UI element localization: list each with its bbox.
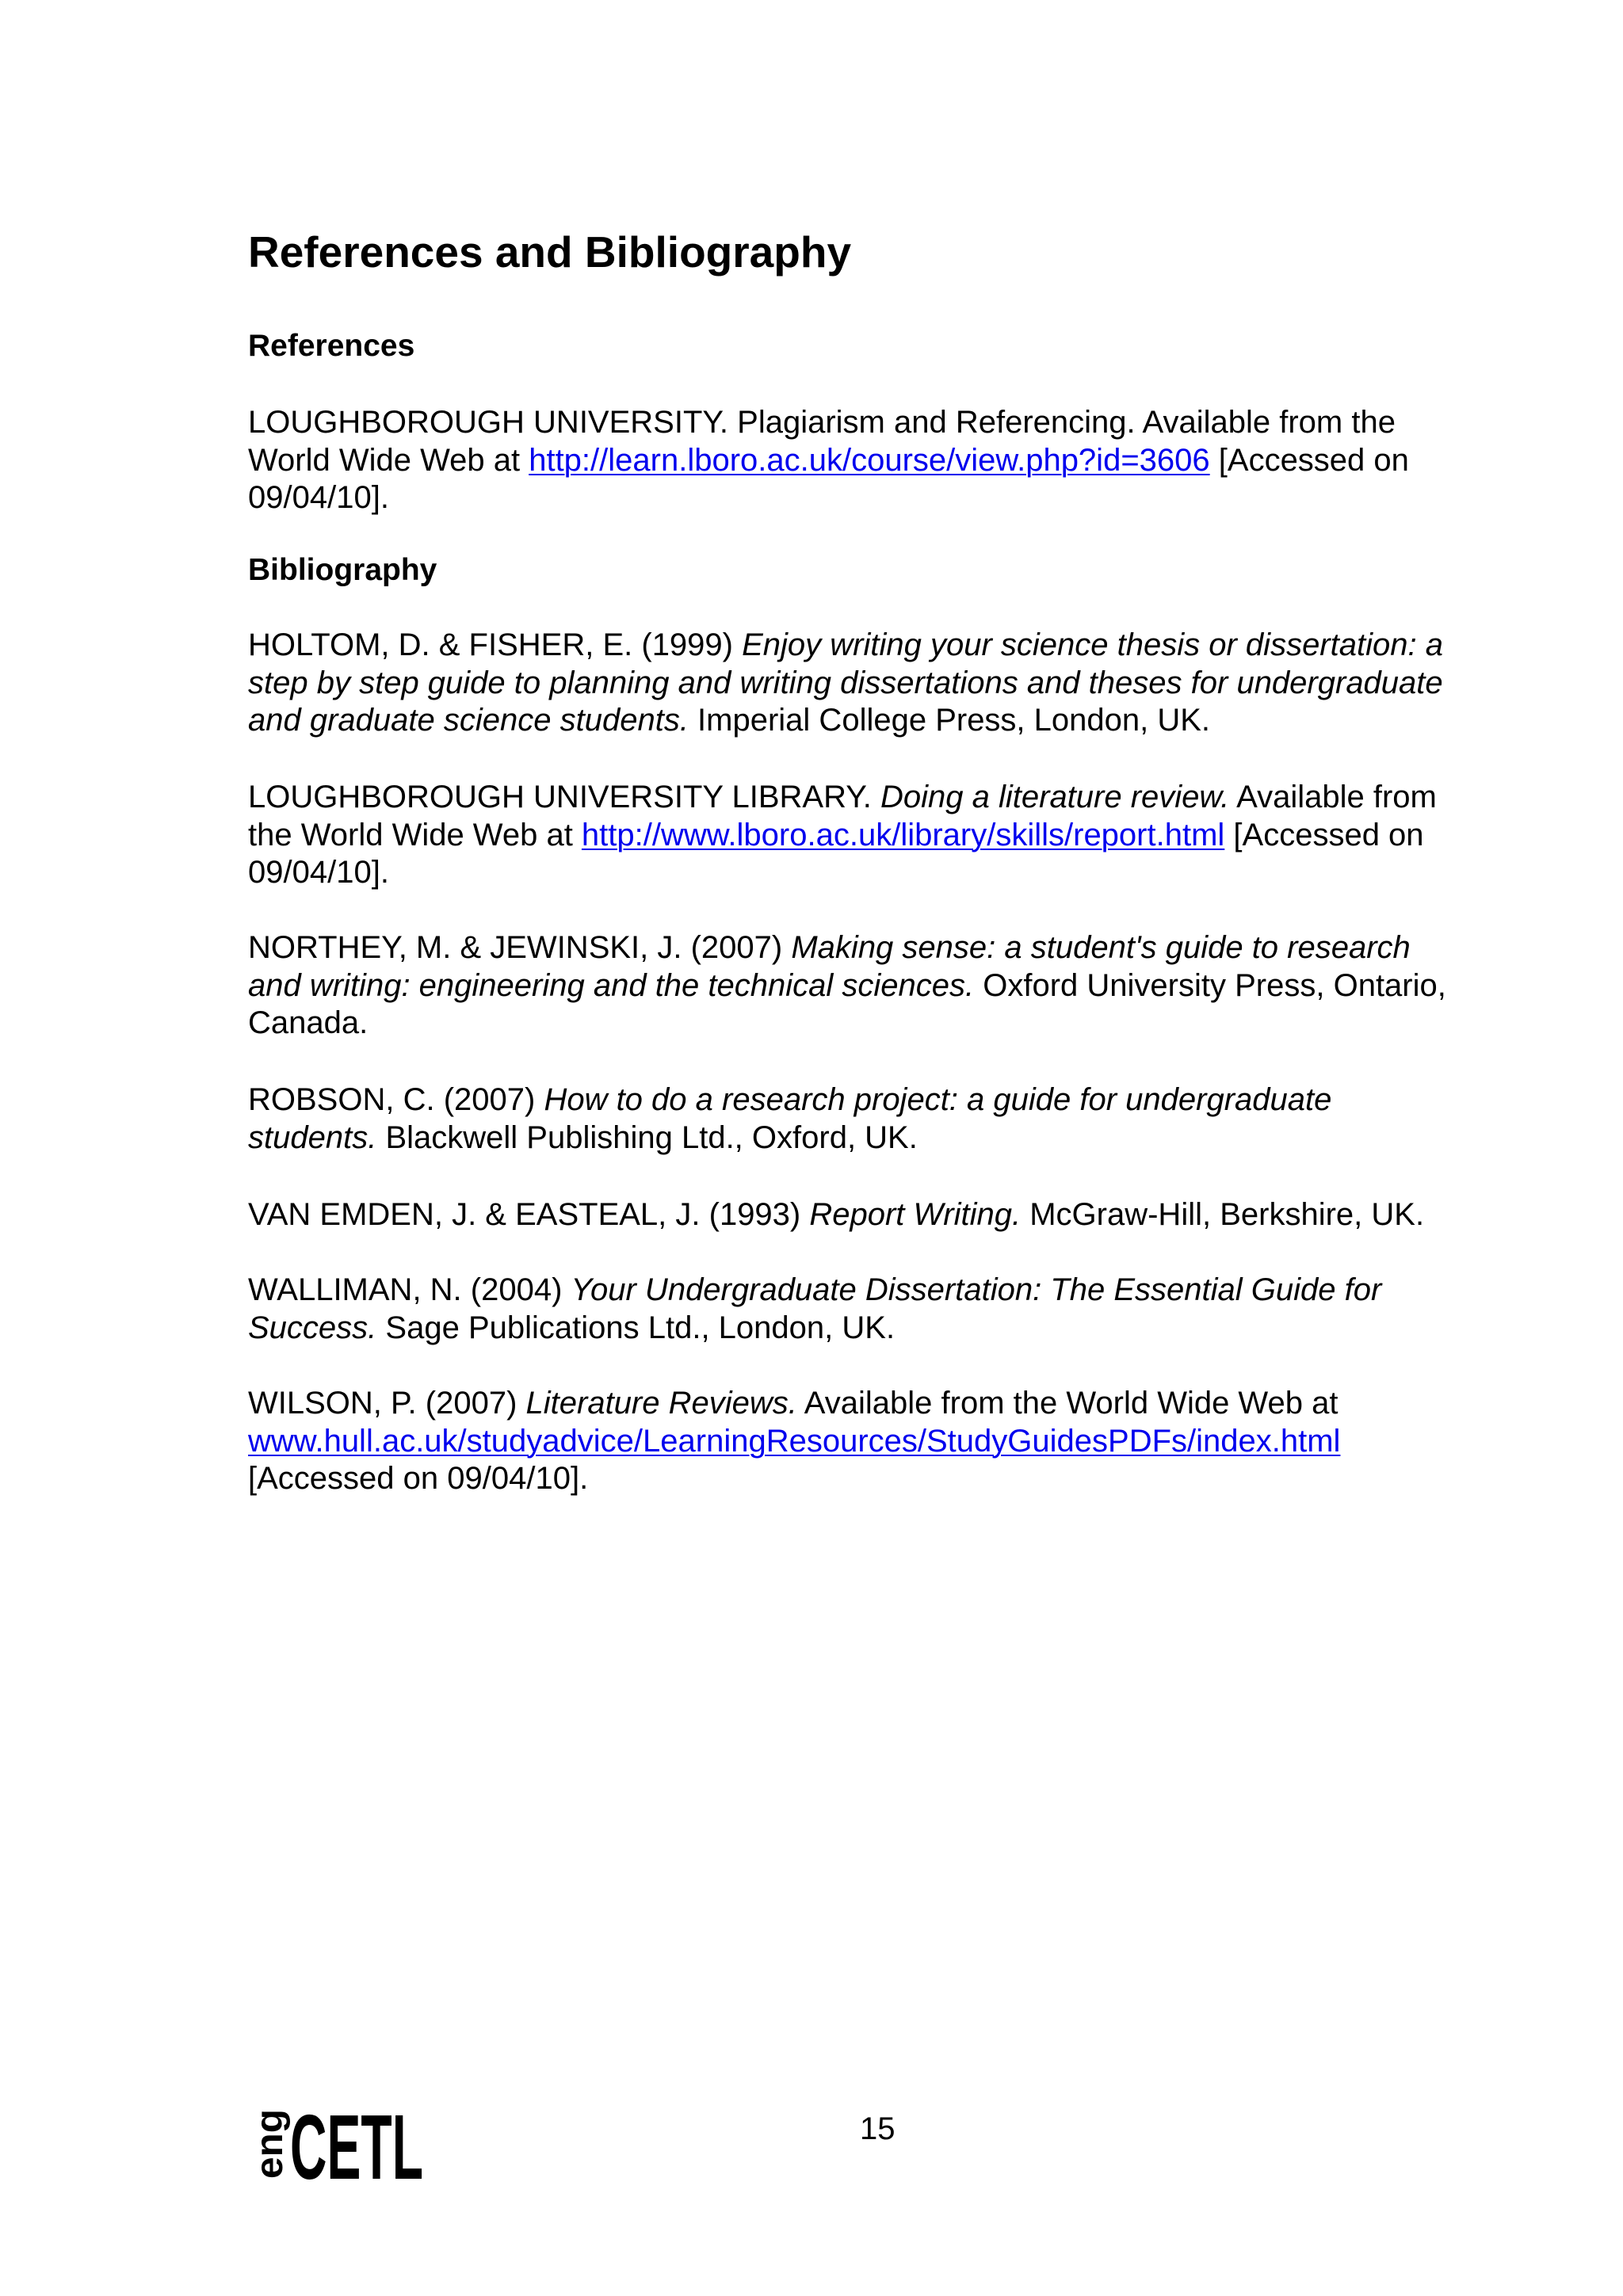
bibliography-heading: Bibliography (248, 553, 437, 587)
page-number: 15 (860, 2111, 896, 2146)
title-text: and graduate science students. (248, 703, 689, 738)
title-text: students. (248, 1119, 377, 1155)
bibliography-entry (248, 929, 1446, 1043)
citation-text: World Wide Web at (248, 442, 529, 478)
entry-line (248, 627, 1443, 665)
citation-text: 09/04/10]. (248, 855, 389, 891)
title-text: step by step guide to planning and writing dissertations and theses for undergraduate (248, 665, 1443, 700)
citation-text: Oxford University Press, Ontario, (974, 967, 1446, 1003)
entry-line (248, 479, 1409, 517)
title-text: Enjoy writing your science thesis or dissertation: a (742, 627, 1443, 662)
citation-text: LOUGHBOROUGH UNIVERSITY LIBRARY. (248, 780, 880, 814)
title-text: How to do a research project: a guide for undergraduate (544, 1082, 1332, 1117)
entry-line (248, 817, 1437, 855)
title-text: Doing a literature review. (880, 780, 1230, 814)
citation-text: Canada. (248, 1005, 369, 1041)
citation-text: 09/04/10]. (248, 480, 389, 516)
logo-cetl-text: CETL (290, 2096, 423, 2199)
bibliography-entry (248, 1385, 1340, 1498)
url-link[interactable]: http://learn.lboro.ac.uk/course/view.php?id=3606 (529, 442, 1210, 478)
citation-text: Imperial College Press, London, UK. (688, 703, 1211, 738)
logo-eng-text: eng (249, 2111, 291, 2179)
title-text: Success. (248, 1310, 377, 1345)
citation-text: LOUGHBOROUGH UNIVERSITY. Plagiarism and Referencing. Available from the (248, 405, 1396, 440)
citation-text: HOLTOM, D. & FISHER, E. (1999) (248, 627, 743, 662)
bibliography-entry (248, 627, 1443, 740)
entry-line (248, 1272, 1381, 1310)
bibliography-entry (248, 779, 1437, 892)
citation-text: Blackwell Publishing Ltd., Oxford, UK. (376, 1119, 918, 1155)
entry-line (248, 1310, 1381, 1348)
entry-line (248, 1196, 1424, 1234)
citation-text: WALLIMAN, N. (2004) (248, 1272, 571, 1307)
page-title: References and Bibliography (248, 227, 852, 277)
citation-text: the World Wide Web at (248, 817, 582, 852)
citation-text: [Accessed on 09/04/10]. (248, 1461, 589, 1497)
entry-line (248, 1119, 1331, 1158)
url-link[interactable]: http://www.lboro.ac.uk/library/skills/report.html (581, 817, 1225, 852)
entry-line (248, 1385, 1340, 1423)
entry-line (248, 665, 1443, 703)
bibliography-entry (248, 1196, 1424, 1234)
entry-line (248, 929, 1446, 967)
bibliography-entry (248, 1272, 1381, 1347)
citation-text: VAN EMDEN, J. & EASTEAL, J. (1993) (248, 1197, 810, 1232)
citation-text: Sage Publications Ltd., London, UK. (376, 1310, 896, 1345)
entry-line (248, 779, 1437, 817)
citation-text: NORTHEY, M. & JEWINSKI, J. (2007) (248, 930, 792, 965)
entry-line (248, 1460, 1340, 1498)
entry-line (248, 404, 1409, 442)
title-text: and writing: engineering and the technical sciences. (248, 967, 975, 1003)
entry-line (248, 854, 1437, 892)
title-text: Making sense: a student's guide to research (791, 930, 1411, 965)
citation-text: ROBSON, C. (2007) (248, 1082, 544, 1117)
engcetl-logo (246, 2096, 425, 2199)
citation-text: Available from (1229, 780, 1437, 814)
citation-text: [Accessed on (1224, 817, 1424, 852)
title-text: Literature Reviews. (525, 1386, 797, 1421)
entry-line (248, 1081, 1331, 1119)
citation-text: [Accessed on (1209, 442, 1409, 478)
reference-entry (248, 404, 1409, 517)
citation-text: Available from the World Wide Web at (796, 1386, 1338, 1421)
references-heading: References (248, 329, 415, 363)
entry-line (248, 1423, 1340, 1461)
entry-line (248, 1005, 1446, 1043)
citation-text: WILSON, P. (2007) (248, 1386, 526, 1421)
title-text: Your Undergraduate Dissertation: The Essential Guide for (571, 1272, 1382, 1307)
citation-text: McGraw-Hill, Berkshire, UK. (1021, 1197, 1425, 1232)
entry-line (248, 967, 1446, 1005)
entry-line (248, 702, 1443, 740)
url-link[interactable]: www.hull.ac.uk/studyadvice/LearningResources/StudyGuidesPDFs/index.html (248, 1423, 1341, 1459)
bibliography-entry (248, 1081, 1331, 1157)
entry-line (248, 442, 1409, 480)
title-text: Report Writing. (809, 1197, 1022, 1232)
